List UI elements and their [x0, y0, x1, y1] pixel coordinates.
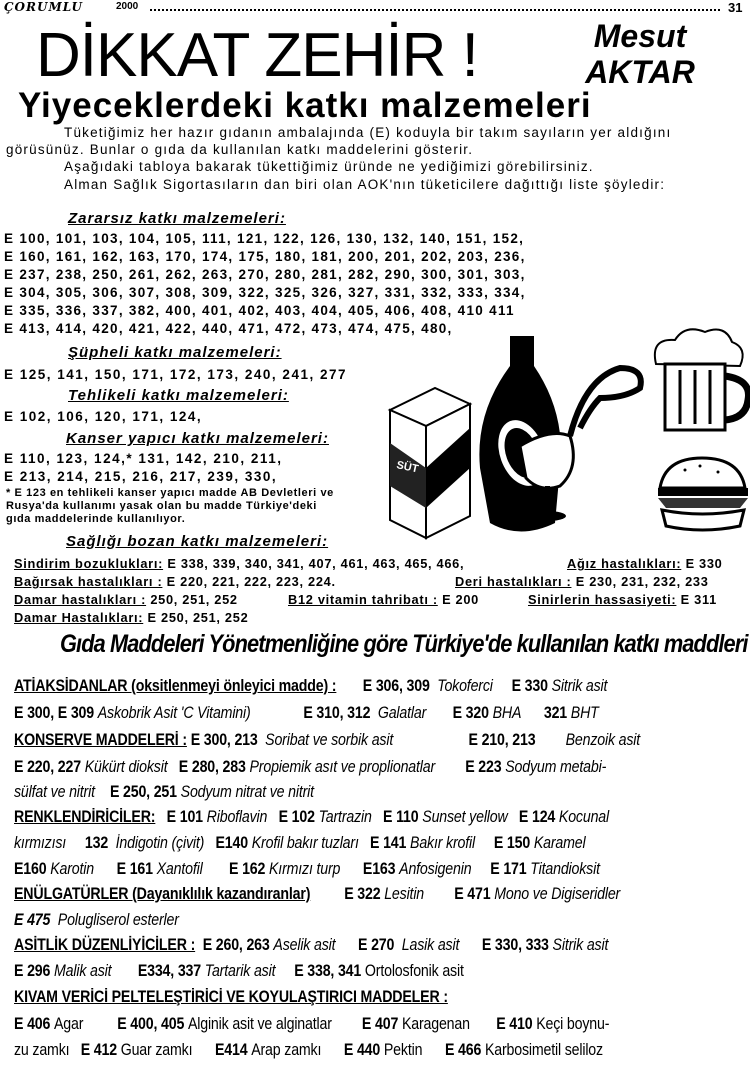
- code: E 102: [278, 808, 315, 826]
- reg-line-13: [14, 988, 650, 1007]
- additive: Agar: [54, 1015, 84, 1033]
- code: E 471: [454, 885, 491, 903]
- code: E 412: [80, 1041, 117, 1059]
- code-row: E 304, 305, 306, 307, 308, 309, 322, 325, 326, 327, 331, 332, 333, 334,: [4, 285, 526, 300]
- code: E 330, 333: [481, 936, 549, 954]
- reg-line-15: [14, 1041, 650, 1060]
- code: E160: [14, 860, 47, 878]
- carcinogenic-codes-2: E 213, 214, 215, 216, 217, 239, 330,: [4, 469, 278, 484]
- health-heading: Sağlığı bozan katkı malzemeleri:: [66, 533, 329, 550]
- bowel-row: [14, 574, 336, 589]
- vein2-codes: E 250, 251, 252: [147, 610, 249, 625]
- nerve-codes: E 311: [680, 592, 717, 607]
- harmless-heading: Zararsız katkı malzemeleri:: [68, 210, 286, 227]
- hamburger-icon: [658, 458, 748, 530]
- code-row: E 160, 161, 162, 163, 170, 174, 175, 180, 181, 200, 201, 202, 203, 236,: [4, 249, 526, 264]
- bowel-codes: E 220, 221, 222, 223, 224.: [166, 574, 336, 589]
- reg-line-12: [14, 962, 650, 981]
- intro-paragraph-2: Aşağıdaki tabloya bakarak tükettiğimiz üründe ne yediğimizi görebilirsiniz.: [64, 159, 594, 174]
- code: E 150: [493, 834, 531, 852]
- additive: Kükürt dioksit: [84, 758, 168, 776]
- digestive-label: Sindirim bozuklukları:: [14, 556, 164, 571]
- additive: Propiemik asıt ve proplionatlar: [249, 758, 436, 776]
- regulation-title: Gıda Maddeleri Yönetmenliğine göre Türkiye'de kullanılan katkı maddleri: [60, 630, 748, 658]
- reg-line-3: [14, 731, 650, 750]
- beer-mug-icon: [655, 329, 749, 430]
- code: E 124: [518, 808, 556, 826]
- mouth-codes: E 330: [685, 556, 723, 571]
- carcinogenic-heading: Kanser yapıcı katkı malzemeleri:: [66, 430, 329, 447]
- reg-line-6: [14, 808, 650, 827]
- additive: Alginik asit ve alginatlar: [187, 1015, 332, 1033]
- code: E 338, 341: [294, 962, 362, 980]
- illustrations: [380, 318, 750, 548]
- additive: Tokoferci: [437, 677, 493, 695]
- additive: Sitrik asit: [551, 677, 608, 695]
- category-label: KONSERVE MADDELERİ :: [14, 731, 187, 749]
- code: E 330: [511, 677, 548, 695]
- additive: Keçi boynu-: [536, 1015, 610, 1033]
- author-last: AKTAR: [585, 54, 695, 90]
- category-label: ASİTLİK DÜZENLİYİCİLER :: [14, 936, 196, 954]
- code: E 320: [452, 704, 489, 722]
- additive: BHT: [570, 704, 599, 722]
- additive: Benzoik asit: [565, 731, 641, 749]
- milk-label: SÜT: [395, 459, 420, 476]
- code: E 407: [361, 1015, 399, 1033]
- code: E 475: [14, 911, 51, 929]
- additive: Kocunal: [558, 808, 609, 826]
- year: 2000: [116, 1, 139, 12]
- category-label: RENKLENDİRİCİLER:: [14, 808, 156, 826]
- b12-row: [288, 592, 479, 607]
- code: E 322: [344, 885, 381, 903]
- code: E 280, 283: [178, 758, 246, 776]
- mouth-row: [567, 556, 723, 571]
- suspicious-codes: E 125, 141, 150, 171, 172, 173, 240, 241, 277: [4, 367, 347, 382]
- code: E 306, 309: [362, 677, 430, 695]
- additive: Galatlar: [377, 704, 427, 722]
- additive: Soribat ve sorbik asit: [265, 731, 394, 749]
- additive: Arap zamkı: [251, 1041, 322, 1059]
- additive: zu zamkı: [14, 1041, 70, 1059]
- page-subtitle: Yiyeceklerdeki katkı malzemeleri: [18, 86, 592, 125]
- skin-row: [455, 574, 709, 589]
- reg-line-10: [14, 911, 650, 930]
- additive: Karagenan: [401, 1015, 470, 1033]
- vein-row: [14, 592, 238, 607]
- additive: Kırmızı turp: [269, 860, 341, 878]
- code: E 300, E 309: [14, 704, 94, 722]
- additive: Bakır krofil: [410, 834, 476, 852]
- mouth-label: Ağız hastalıkları:: [567, 556, 682, 571]
- code: E 141: [370, 834, 407, 852]
- skin-codes: E 230, 231, 232, 233: [575, 574, 709, 589]
- additive: BHA: [492, 704, 522, 722]
- intro-paragraph-3: Alman Sağlık Sigortasıların dan biri olan AOK'nın tüketicilere dağıttığı liste şöyledir:: [64, 177, 666, 192]
- reg-line-2: [14, 704, 650, 723]
- code: E 310, 312: [303, 704, 371, 722]
- milk-carton-icon: [390, 388, 470, 538]
- code: E 440: [343, 1041, 381, 1059]
- reg-line-9: [14, 885, 650, 904]
- nerve-label: Sinirlerin hassasiyeti:: [528, 592, 677, 607]
- code: E 210, 213: [468, 731, 536, 749]
- code-row: E 335, 336, 337, 382, 400, 401, 402, 403, 404, 405, 406, 408, 410 411: [4, 303, 515, 318]
- code: E 270: [358, 936, 395, 954]
- code: E 162: [229, 860, 266, 878]
- code: E 223: [465, 758, 502, 776]
- magazine-name: ÇORUMLU: [4, 0, 83, 14]
- author-name: [560, 18, 720, 90]
- code: E 250, 251: [109, 783, 177, 801]
- code: E 300, 213: [190, 731, 258, 749]
- code-row: E 100, 101, 103, 104, 105, 111, 121, 122, 126, 130, 132, 140, 151, 152,: [4, 231, 525, 246]
- code-row: E 413, 414, 420, 421, 422, 440, 471, 472, 473, 474, 475, 480,: [4, 321, 453, 336]
- code: E140: [215, 834, 248, 852]
- additive: Anfosigenin: [399, 860, 472, 878]
- code: E 410: [496, 1015, 533, 1033]
- code: E 296: [14, 962, 51, 980]
- additive: Sunset yellow: [422, 808, 508, 826]
- code-row: E 237, 238, 250, 261, 262, 263, 270, 280, 281, 282, 290, 300, 301, 303,: [4, 267, 526, 282]
- code: E334, 337: [137, 962, 201, 980]
- note-line: * E 123 en tehlikeli kanser yapıcı madde AB Devletleri ve: [6, 487, 334, 499]
- nerve-row: [528, 592, 717, 607]
- reg-line-5: [14, 783, 650, 802]
- additive: Tartarik asit: [204, 962, 276, 980]
- reg-line-8: [14, 860, 650, 879]
- code: E 161: [116, 860, 153, 878]
- code: E 260, 263: [202, 936, 270, 954]
- additive: Askobrik Asit 'C Vitamini): [97, 704, 251, 722]
- bowel-label: Bağırsak hastalıkları :: [14, 574, 163, 589]
- additive: Mono ve Digiseridler: [494, 885, 621, 903]
- code: 321: [543, 704, 568, 722]
- dangerous-heading: Tehlikeli katkı malzemeleri:: [68, 387, 289, 404]
- carcinogenic-codes-1: E 110, 123, 124,* 131, 142, 210, 211,: [4, 451, 283, 466]
- intro-paragraph-1: Tüketiğimiz her hazır gıdanın ambalajında (E) koduyla bir takım sayıların yer aldığını görüsünüz. Bunlar o gıda da kullanılan katkı maddelerini gösterir.: [6, 125, 672, 157]
- reg-line-4: [14, 758, 650, 777]
- b12-label: B12 vitamin tahribatı :: [288, 592, 438, 607]
- additive: Xantofil: [156, 860, 203, 878]
- code: 132: [84, 834, 109, 852]
- code: E 400, 405: [117, 1015, 185, 1033]
- reg-line-11: [14, 936, 650, 955]
- additive: Polugliserol esterler: [57, 911, 179, 929]
- additive: sülfat ve nitrit: [14, 783, 95, 801]
- dangerous-codes: E 102, 106, 120, 171, 124,: [4, 409, 203, 424]
- page-number: 31: [728, 0, 743, 15]
- additive: Titandioksit: [530, 860, 600, 878]
- code: E 101: [166, 808, 203, 826]
- additive: kırmızısı: [14, 834, 67, 852]
- code: E163: [362, 860, 396, 878]
- vein-label: Damar hastalıkları :: [14, 592, 147, 607]
- code: E 171: [490, 860, 527, 878]
- header-rule: [150, 9, 720, 11]
- note-line: gıda maddelerinde kullanılıyor.: [6, 513, 186, 525]
- reg-line-1: [14, 677, 650, 696]
- additive: İndigotin (çivit): [115, 834, 205, 852]
- reg-line-14: [14, 1015, 650, 1034]
- b12-codes: E 200: [442, 592, 480, 607]
- category-label: ENÜLGATÜRLER (Dayanıklılık kazandıranlar): [14, 885, 311, 903]
- vein2-row: [14, 610, 248, 625]
- additive: Ortolosfonik asit: [364, 962, 464, 980]
- code: E 466: [444, 1041, 482, 1059]
- vein2-label: Damar Hastalıkları:: [14, 610, 144, 625]
- code: E 220, 227: [14, 758, 81, 776]
- additive: Tartrazin: [318, 808, 372, 826]
- suspicious-heading: Şüpheli katkı malzemeleri:: [68, 344, 282, 361]
- additive: Sodyum nitrat ve nitrit: [180, 783, 314, 801]
- carcinogenic-note: [6, 487, 334, 526]
- page-title: DİKKAT ZEHİR !: [36, 21, 478, 90]
- additive: Guar zamkı: [120, 1041, 193, 1059]
- additive: Aselik asit: [273, 936, 336, 954]
- additive: Sodyum metabi-: [505, 758, 607, 776]
- additive: Lasik asit: [401, 936, 460, 954]
- additive: Karamel: [533, 834, 586, 852]
- digestive-codes: E 338, 339, 340, 341, 407, 461, 463, 465, 466,: [167, 556, 465, 571]
- code: E 406: [14, 1015, 51, 1033]
- digestive-row: [14, 556, 464, 571]
- category-label: ATİAKSİDANLAR (oksitlenmeyi önleyici madde) :: [14, 677, 337, 695]
- additive: Pektin: [383, 1041, 423, 1059]
- skin-label: Deri hastalıkları :: [455, 574, 572, 589]
- category-label: KIVAM VERİCİ PELTELEŞTİRİCİ VE KOYULAŞTIRICI MADDELER :: [14, 988, 448, 1006]
- author-first: Mesut: [593, 18, 687, 54]
- note-line: Rusya'da kullanımı yasak olan bu madde Türkiye'deki: [6, 500, 317, 512]
- additive: Karotin: [50, 860, 95, 878]
- additive: Malik asit: [54, 962, 112, 980]
- code: E414: [214, 1041, 248, 1059]
- vein-codes: 250, 251, 252: [150, 592, 238, 607]
- additive: Lesitin: [384, 885, 425, 903]
- additive: Riboflavin: [206, 808, 268, 826]
- additive: Krofil bakır tuzları: [251, 834, 359, 852]
- additive: Karbosimetil seliloz: [484, 1041, 603, 1059]
- additive: Sitrik asit: [552, 936, 609, 954]
- code: E 110: [383, 808, 419, 826]
- reg-line-7: [14, 834, 650, 853]
